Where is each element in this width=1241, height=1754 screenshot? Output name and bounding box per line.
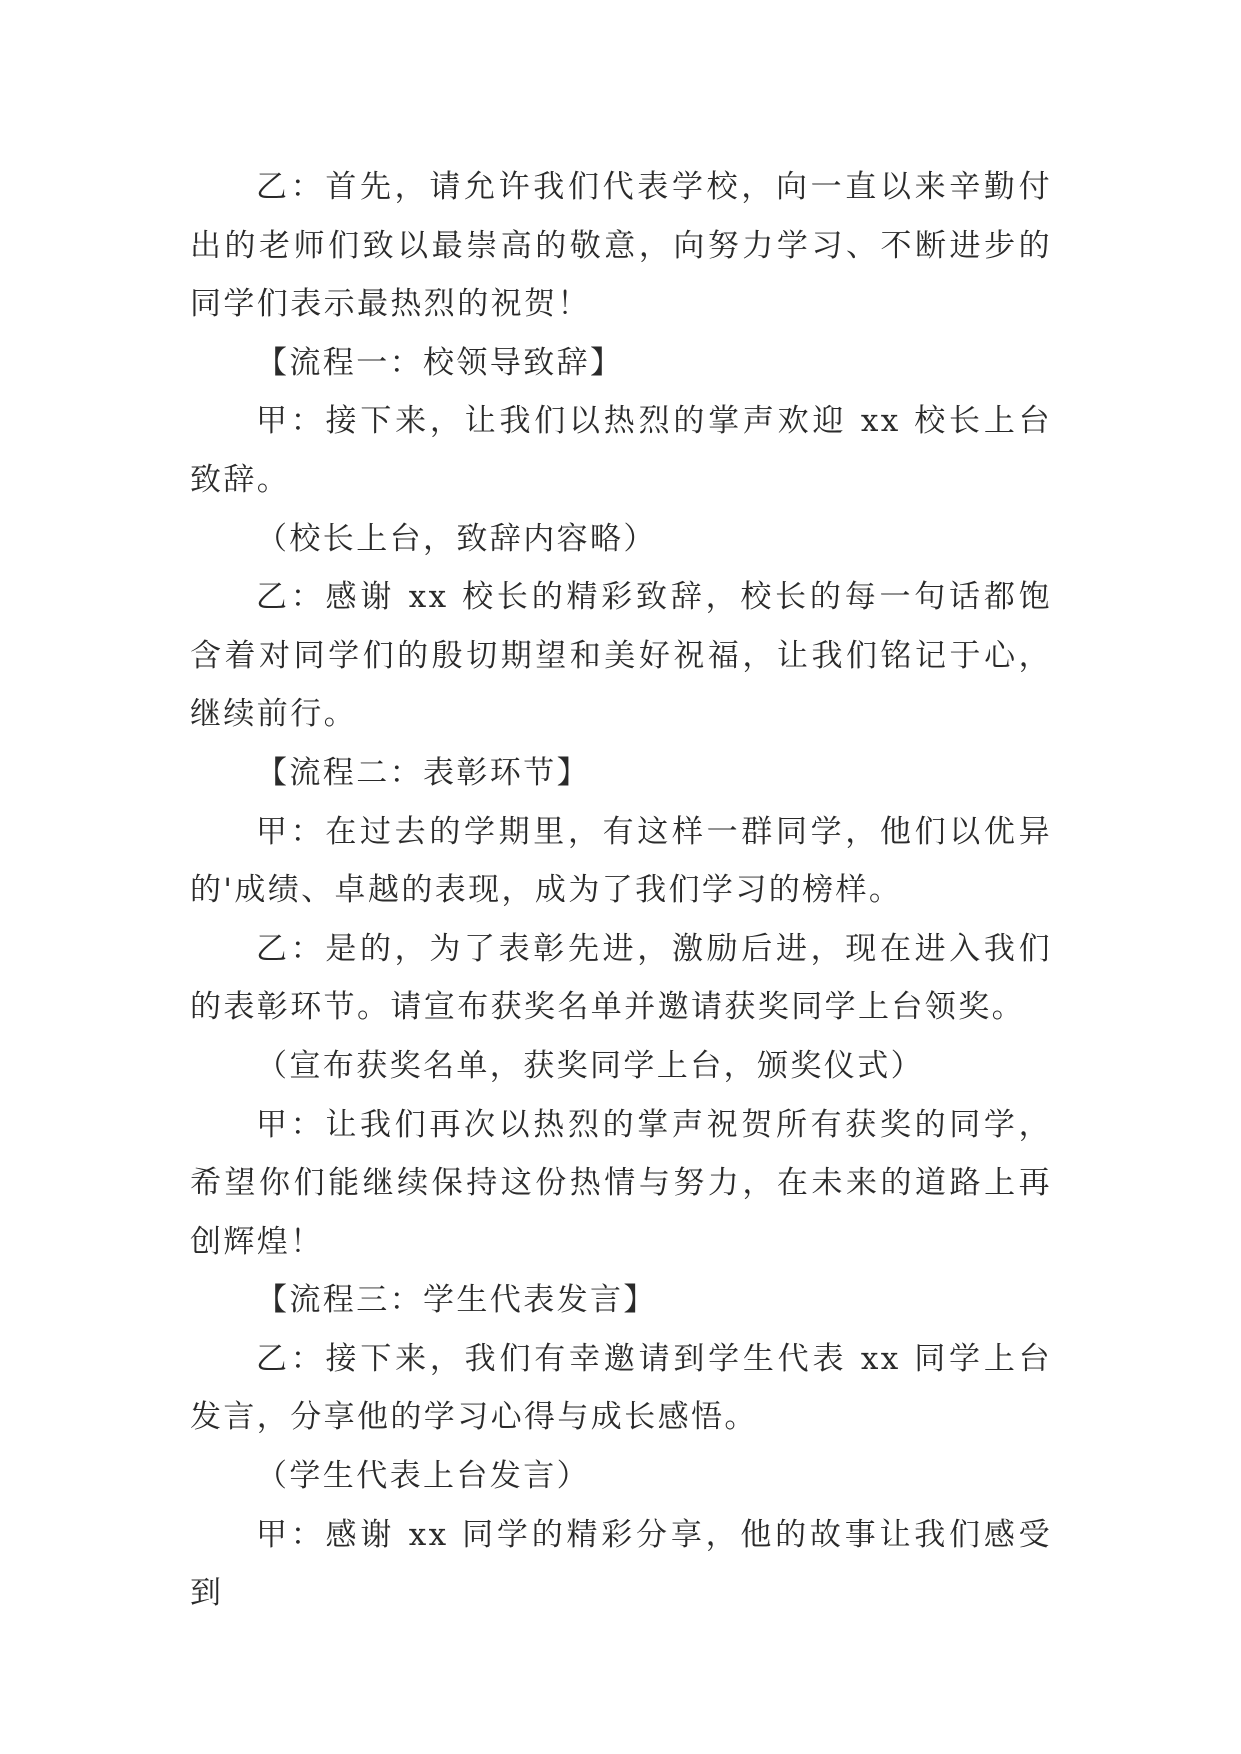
- paragraph-thank-principal: 乙：感谢 xx 校长的精彩致辞，校长的每一句话都饱含着对同学们的殷切期望和美好祝福，让我们铭记于心，继续前行。: [190, 579, 1052, 733]
- paragraph-opening-thanks: 乙：首先，请允许我们代表学校，向一直以来辛勤付出的老师们致以最崇高的敬意，向努力学习、不断进步的同学们表示最热烈的祝贺！: [190, 169, 1052, 323]
- paragraph-thank-student: 甲：感谢 xx 同学的精彩分享，他的故事让我们感受到: [190, 1516, 1052, 1612]
- stage-note-awards: （宣布获奖名单，获奖同学上台，颁奖仪式）: [256, 1047, 924, 1084]
- section-heading-2: 【流程二：表彰环节】: [256, 754, 590, 791]
- stage-note-student: （学生代表上台发言）: [256, 1458, 590, 1495]
- document-body: [190, 158, 1052, 1623]
- paragraph-award-announce: 乙：是的，为了表彰先进，激励后进，现在进入我们的表彰环节。请宣布获奖名单并邀请获奖同学上台领奖。: [190, 930, 1052, 1026]
- stage-note-principal: （校长上台，致辞内容略）: [256, 520, 657, 557]
- paragraph-invite-principal: 甲：接下来，让我们以热烈的掌声欢迎 xx 校长上台致辞。: [190, 403, 1052, 498]
- section-heading-1: 【流程一：校领导致辞】: [256, 344, 624, 381]
- paragraph-award-intro: 甲：在过去的学期里，有这样一群同学，他们以优异的'成绩、卓越的表现，成为了我们学习的榜样。: [190, 813, 1052, 909]
- paragraph-invite-student: 乙：接下来，我们有幸邀请到学生代表 xx 同学上台发言，分享他的学习心得与成长感悟。: [190, 1340, 1052, 1436]
- section-heading-3: 【流程三：学生代表发言】: [256, 1282, 657, 1319]
- paragraph-congratulate: 甲：让我们再次以热烈的掌声祝贺所有获奖的同学，希望你们能继续保持这份热情与努力，在未来的道路上再创辉煌！: [190, 1106, 1052, 1260]
